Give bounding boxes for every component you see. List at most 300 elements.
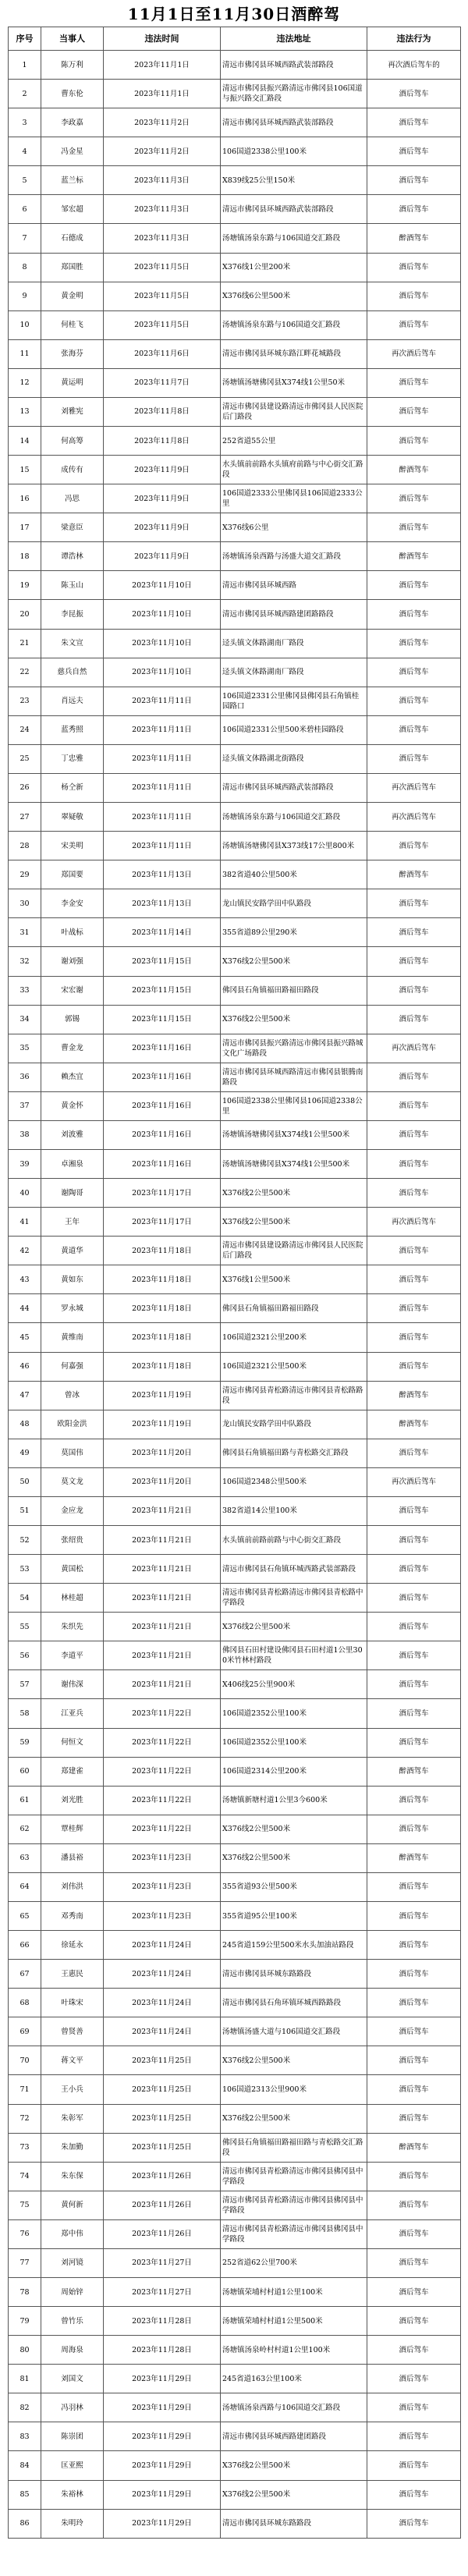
table-row [9,137,461,166]
time-cell: 2023年11月25日 [104,2046,221,2075]
time-cell: 2023年11月16日 [104,1149,221,1178]
table-row [9,542,461,571]
address-cell: 佛冈县石角镇福田路福田路段 [221,976,367,1005]
address-cell: X376线2公里500米 [221,2480,367,2509]
behavior-cell: 酒后驾车 [367,2307,461,2336]
address-cell: 355省道89公里290米 [221,918,367,947]
party-cell: 刘伟洪 [41,1872,104,1901]
address-cell: X376线1公里500米 [221,1265,367,1294]
behavior-cell: 酒后驾车 [367,166,461,195]
time-cell: 2023年11月28日 [104,2307,221,2336]
party-cell: 陈玉山 [41,571,104,600]
index-cell: 67 [9,1960,41,1989]
address-cell: 106国道2338公里100米 [221,137,367,166]
behavior-cell: 酒后驾车 [367,1005,461,1034]
time-cell: 2023年11月15日 [104,947,221,976]
address-cell: 106国道2331公里佛冈县佛冈县石角镇桂园路口 [221,687,367,715]
table-row [9,2075,461,2104]
behavior-cell: 酒后驾车 [367,2393,461,2422]
time-cell: 2023年11月15日 [104,1005,221,1034]
table-row [9,687,461,715]
party-cell: 林桂超 [41,1584,104,1613]
time-cell: 2023年11月16日 [104,1063,221,1091]
table-row [9,629,461,658]
behavior-cell: 酒后驾车 [367,1989,461,2017]
index-cell: 78 [9,2278,41,2307]
address-cell: 水头镇前前路水头镇府前路与中心街交汇路段 [221,456,367,484]
table-row [9,513,461,542]
party-cell: 欧阳金洪 [41,1410,104,1439]
index-cell: 52 [9,1525,41,1554]
time-cell: 2023年11月21日 [104,1641,221,1670]
address-cell: X376线2公里500米 [221,1005,367,1034]
address-cell: 245省道159公里500米水头加油站路段 [221,1931,367,1960]
table-row [9,2046,461,2075]
behavior-cell: 醉酒驾车 [367,1410,461,1439]
time-cell: 2023年11月2日 [104,108,221,137]
party-cell: 曾冰 [41,1381,104,1410]
index-cell: 4 [9,137,41,166]
party-cell: 叶珠宋 [41,1989,104,2017]
behavior-cell: 醉酒驾车 [367,1381,461,1410]
behavior-cell: 酒后驾车 [367,1439,461,1467]
address-cell: 106国道2352公里100米 [221,1699,367,1728]
party-cell: 周始锌 [41,2278,104,2307]
table-row [9,310,461,339]
table-row [9,860,461,889]
behavior-cell: 再次酒后驾车 [367,1467,461,1496]
index-cell: 68 [9,1989,41,2017]
index-cell: 16 [9,484,41,513]
table-row [9,2133,461,2162]
index-cell: 58 [9,1699,41,1728]
table-row [9,1237,461,1265]
behavior-cell: 酒后驾车 [367,2248,461,2277]
address-cell: X376线2公里500米 [221,2451,367,2480]
index-cell: 30 [9,889,41,918]
party-cell: 肖远夫 [41,687,104,715]
table-row [9,773,461,802]
address-cell: 迳头镇文体路湖北街路段 [221,744,367,773]
address-cell: 252省道62公里700米 [221,2248,367,2277]
index-cell: 54 [9,1584,41,1613]
address-cell: 清远市佛冈县振兴路清远市佛冈县振兴路城文化广场路段 [221,1034,367,1063]
table-row [9,1757,461,1786]
address-cell: 清远市佛冈县环城西路建团路路段 [221,600,367,629]
behavior-cell: 酒后驾车 [367,368,461,397]
party-cell: 罗永城 [41,1294,104,1323]
table-row [9,1931,461,1960]
table-row [9,1843,461,1872]
index-cell: 43 [9,1265,41,1294]
address-cell: X376线1公里200米 [221,253,367,282]
behavior-cell: 酒后驾车 [367,253,461,282]
table-row [9,2219,461,2248]
behavior-cell: 酒后驾车 [367,80,461,108]
time-cell: 2023年11月8日 [104,427,221,456]
time-cell: 2023年11月25日 [104,2075,221,2104]
party-cell: 何高筹 [41,427,104,456]
party-cell: 李昆振 [41,600,104,629]
behavior-cell: 酒后驾车 [367,1149,461,1178]
time-cell: 2023年11月13日 [104,860,221,889]
party-cell: 曾竹乐 [41,2307,104,2336]
index-cell: 21 [9,629,41,658]
party-cell: 曹东伦 [41,80,104,108]
index-cell: 55 [9,1613,41,1641]
time-cell: 2023年11月6日 [104,339,221,368]
index-cell: 45 [9,1323,41,1352]
party-cell: 黄何新 [41,2191,104,2219]
behavior-cell: 酒后驾车 [367,1555,461,1584]
time-cell: 2023年11月23日 [104,1843,221,1872]
table-row [9,1034,461,1063]
index-cell: 71 [9,2075,41,2104]
time-cell: 2023年11月11日 [104,773,221,802]
behavior-cell: 酒后驾车 [367,310,461,339]
behavior-cell: 酒后驾车 [367,1237,461,1265]
table-row [9,282,461,310]
behavior-cell: 酒后驾车 [367,2336,461,2365]
table-row [9,1063,461,1091]
index-cell: 26 [9,773,41,802]
address-cell: X376线2公里500米 [221,1179,367,1208]
party-cell: 朱文宣 [41,629,104,658]
table-row [9,456,461,484]
address-cell: 清远市佛冈县青松路清远市佛冈县佛冈县中学路段 [221,2191,367,2219]
index-cell: 40 [9,1179,41,1208]
time-cell: 2023年11月21日 [104,1525,221,1554]
time-cell: 2023年11月3日 [104,166,221,195]
index-cell: 62 [9,1815,41,1843]
party-cell: 曾贤善 [41,2017,104,2046]
address-cell: 清远市佛冈县环城西路清远市佛冈县银腾南路段 [221,1063,367,1091]
behavior-cell: 酒后驾车 [367,1265,461,1294]
address-cell: 355省道95公里100米 [221,1902,367,1931]
party-cell: 匡亚熙 [41,2451,104,2480]
behavior-cell: 酒后驾车 [367,1323,461,1352]
index-cell: 20 [9,600,41,629]
behavior-cell: 酒后驾车 [367,2162,461,2191]
behavior-cell: 酒后驾车 [367,2451,461,2480]
time-cell: 2023年11月24日 [104,1931,221,1960]
index-cell: 7 [9,224,41,253]
index-cell: 18 [9,542,41,571]
time-cell: 2023年11月20日 [104,1467,221,1496]
party-cell: 杨仝新 [41,773,104,802]
time-cell: 2023年11月18日 [104,1352,221,1381]
address-cell: 清远市佛冈县振兴路清远市佛冈县106国道与振兴路交汇路段 [221,80,367,108]
time-cell: 2023年11月7日 [104,368,221,397]
party-cell: 何嘉强 [41,1352,104,1381]
behavior-cell: 再次酒后驾车 [367,803,461,832]
time-cell: 2023年11月24日 [104,1960,221,1989]
party-cell: 谢陶哥 [41,1179,104,1208]
address-cell: X376线2公里500米 [221,1815,367,1843]
time-cell: 2023年11月21日 [104,1555,221,1584]
page-title: 11月1日至11月30日酒醉驾 [127,5,341,23]
table-row [9,2278,461,2307]
header-time: 违法时间 [104,27,221,51]
time-cell: 2023年11月21日 [104,1670,221,1699]
address-cell: 汤塘镇荣埔村村道1公里100米 [221,2278,367,2307]
party-cell: 朱织先 [41,1613,104,1641]
table-header-row [9,27,461,51]
party-cell: 郑中伟 [41,2219,104,2248]
table-row [9,1641,461,1670]
index-cell: 3 [9,108,41,137]
table-row [9,1323,461,1352]
table-row [9,889,461,918]
address-cell: 迳头镇文体路湖南厂路段 [221,629,367,658]
party-cell: 张绍贵 [41,1525,104,1554]
behavior-cell: 酒后驾车 [367,1120,461,1149]
address-cell: 252省道55公里 [221,427,367,456]
time-cell: 2023年11月26日 [104,2162,221,2191]
index-cell: 86 [9,2509,41,2538]
table-row [9,51,461,80]
index-cell: 6 [9,195,41,224]
party-cell: 刘光胜 [41,1786,104,1815]
party-cell: 朱东保 [41,2162,104,2191]
table-row [9,195,461,224]
index-cell: 35 [9,1034,41,1063]
behavior-cell: 酒后驾车 [367,137,461,166]
behavior-cell: 酒后驾车 [367,1872,461,1901]
table-row [9,1496,461,1525]
address-cell: X376线2公里500米 [221,1613,367,1641]
table-row [9,1352,461,1381]
time-cell: 2023年11月25日 [104,2133,221,2162]
party-cell: 莫文龙 [41,1467,104,1496]
index-cell: 19 [9,571,41,600]
table-row [9,1872,461,1901]
table-row [9,368,461,397]
party-cell: 陈崇团 [41,2422,104,2451]
index-cell: 27 [9,803,41,832]
time-cell: 2023年11月11日 [104,715,221,744]
time-cell: 2023年11月9日 [104,513,221,542]
time-cell: 2023年11月3日 [104,195,221,224]
party-cell: 翠疑敬 [41,803,104,832]
party-cell: 潘县裕 [41,1843,104,1872]
party-cell: 蒋文平 [41,2046,104,2075]
time-cell: 2023年11月29日 [104,2451,221,2480]
party-cell: 谭浩林 [41,542,104,571]
index-cell: 61 [9,1786,41,1815]
time-cell: 2023年11月24日 [104,2017,221,2046]
behavior-cell: 酒后驾车 [367,1179,461,1208]
party-cell: 朱明玲 [41,2509,104,2538]
table-row [9,2162,461,2191]
behavior-cell: 酒后驾车 [367,1496,461,1525]
behavior-cell: 酒后驾车 [367,2365,461,2393]
time-cell: 2023年11月10日 [104,629,221,658]
index-cell: 2 [9,80,41,108]
time-cell: 2023年11月22日 [104,1786,221,1815]
party-cell: 石德成 [41,224,104,253]
address-cell: X376线6公里500米 [221,282,367,310]
index-cell: 56 [9,1641,41,1670]
table-row [9,1179,461,1208]
behavior-cell: 酒后驾车 [367,1786,461,1815]
table-row [9,1815,461,1843]
table-row [9,744,461,773]
table-row [9,1410,461,1439]
behavior-cell: 再次酒后驾车 [367,1208,461,1237]
table-row [9,803,461,832]
address-cell: X376线2公里500米 [221,1843,367,1872]
time-cell: 2023年11月11日 [104,803,221,832]
table-row [9,1960,461,1989]
party-cell: 赖杰宜 [41,1063,104,1091]
party-cell: 梁意臣 [41,513,104,542]
index-cell: 29 [9,860,41,889]
table-row [9,427,461,456]
party-cell: 谢刘强 [41,947,104,976]
table-row [9,2336,461,2365]
index-cell: 73 [9,2133,41,2162]
behavior-cell: 醉酒驾车 [367,860,461,889]
time-cell: 2023年11月3日 [104,224,221,253]
behavior-cell: 酒后驾车 [367,2278,461,2307]
index-cell: 75 [9,2191,41,2219]
table-row [9,1265,461,1294]
table-row [9,1555,461,1584]
time-cell: 2023年11月22日 [104,1728,221,1757]
behavior-cell: 酒后驾车 [367,282,461,310]
behavior-cell: 酒后驾车 [367,947,461,976]
behavior-cell: 醉酒驾车 [367,224,461,253]
time-cell: 2023年11月9日 [104,484,221,513]
index-cell: 53 [9,1555,41,1584]
index-cell: 5 [9,166,41,195]
table-row [9,658,461,687]
time-cell: 2023年11月29日 [104,2480,221,2509]
table-row [9,2017,461,2046]
behavior-cell: 酒后驾车 [367,108,461,137]
table-row [9,832,461,860]
index-cell: 22 [9,658,41,687]
address-cell: 106国道2314公里200米 [221,1757,367,1786]
party-cell: 王惠民 [41,1960,104,1989]
party-cell: 李金安 [41,889,104,918]
index-cell: 32 [9,947,41,976]
index-cell: 59 [9,1728,41,1757]
behavior-cell: 再次酒后驾车的 [367,51,461,80]
behavior-cell: 酒后驾车 [367,1641,461,1670]
index-cell: 24 [9,715,41,744]
party-cell: 金应龙 [41,1496,104,1525]
behavior-cell: 酒后驾车 [367,1699,461,1728]
behavior-cell: 酒后驾车 [367,2191,461,2219]
time-cell: 2023年11月9日 [104,542,221,571]
behavior-cell: 酒后驾车 [367,1613,461,1641]
party-cell: 黄维南 [41,1323,104,1352]
address-cell: 106国道2321公里500米 [221,1352,367,1381]
index-cell: 46 [9,1352,41,1381]
time-cell: 2023年11月29日 [104,2509,221,2538]
index-cell: 60 [9,1757,41,1786]
behavior-cell: 酒后驾车 [367,1063,461,1091]
time-cell: 2023年11月21日 [104,1613,221,1641]
index-cell: 9 [9,282,41,310]
address-cell: 佛冈县石角镇福田路福田路与青松路交汇路段 [221,2133,367,2162]
table-row [9,1149,461,1178]
table-row [9,1525,461,1554]
table-row [9,1699,461,1728]
address-cell: 清远市佛冈县青松路清远市佛冈县佛冈县中学路段 [221,2162,367,2191]
time-cell: 2023年11月5日 [104,282,221,310]
address-cell: 汤塘镇新塘村道1公里3今600米 [221,1786,367,1815]
address-cell: 清远市佛冈县青松路清远市佛冈县佛冈县中学路段 [221,2219,367,2248]
index-cell: 81 [9,2365,41,2393]
behavior-cell: 酒后驾车 [367,2480,461,2509]
address-cell: 清远市佛冈县环城东路路段 [221,1960,367,1989]
table-row [9,1613,461,1641]
behavior-cell: 醉酒驾车 [367,1843,461,1872]
address-cell: 清远市佛冈县环城东路路段 [221,2509,367,2538]
party-cell: 何桂飞 [41,310,104,339]
index-cell: 49 [9,1439,41,1467]
behavior-cell: 再次酒后驾车 [367,339,461,368]
address-cell: X376线2公里500米 [221,2104,367,2133]
table-row [9,1294,461,1323]
address-cell: 清远市佛冈县青松路清远市佛冈县青松路路段 [221,1381,367,1410]
behavior-cell: 酒后驾车 [367,1670,461,1699]
address-cell: 清远市佛冈县建设路清远市佛冈县人民医院后门路段 [221,397,367,426]
address-cell: 355省道93公里500米 [221,1872,367,1901]
time-cell: 2023年11月22日 [104,1699,221,1728]
party-cell: 李道平 [41,1641,104,1670]
time-cell: 2023年11月17日 [104,1208,221,1237]
time-cell: 2023年11月11日 [104,832,221,860]
index-cell: 77 [9,2248,41,2277]
time-cell: 2023年11月28日 [104,2336,221,2365]
header-party: 当事人 [41,27,104,51]
address-cell: 龙山镇民安路学田中队路段 [221,889,367,918]
table-row [9,2393,461,2422]
party-cell: 邓秀南 [41,1902,104,1931]
index-cell: 42 [9,1237,41,1265]
table-row [9,918,461,947]
time-cell: 2023年11月13日 [104,889,221,918]
index-cell: 28 [9,832,41,860]
address-cell: 清远市佛冈县环城西路建团路段 [221,2422,367,2451]
index-cell: 63 [9,1843,41,1872]
index-cell: 8 [9,253,41,282]
time-cell: 2023年11月19日 [104,1410,221,1439]
time-cell: 2023年11月11日 [104,687,221,715]
time-cell: 2023年11月16日 [104,1091,221,1120]
address-cell: 汤塘镇汤泉东路与106国道交汇路段 [221,803,367,832]
party-cell: 陈万利 [41,51,104,80]
table-row [9,947,461,976]
table-row [9,1902,461,1931]
time-cell: 2023年11月21日 [104,1584,221,1613]
address-cell: 汤塘镇汤塘佛冈县X374线1公里50米 [221,368,367,397]
party-cell: 曹金龙 [41,1034,104,1063]
index-cell: 17 [9,513,41,542]
party-cell: 朱彰军 [41,2104,104,2133]
index-cell: 83 [9,2422,41,2451]
behavior-cell: 酒后驾车 [367,918,461,947]
behavior-cell: 酒后驾车 [367,889,461,918]
address-cell: 106国道2331公里500米碧桂园路段 [221,715,367,744]
address-cell: X376线6公里 [221,513,367,542]
address-cell: 106国道2352公里100米 [221,1728,367,1757]
index-cell: 11 [9,339,41,368]
